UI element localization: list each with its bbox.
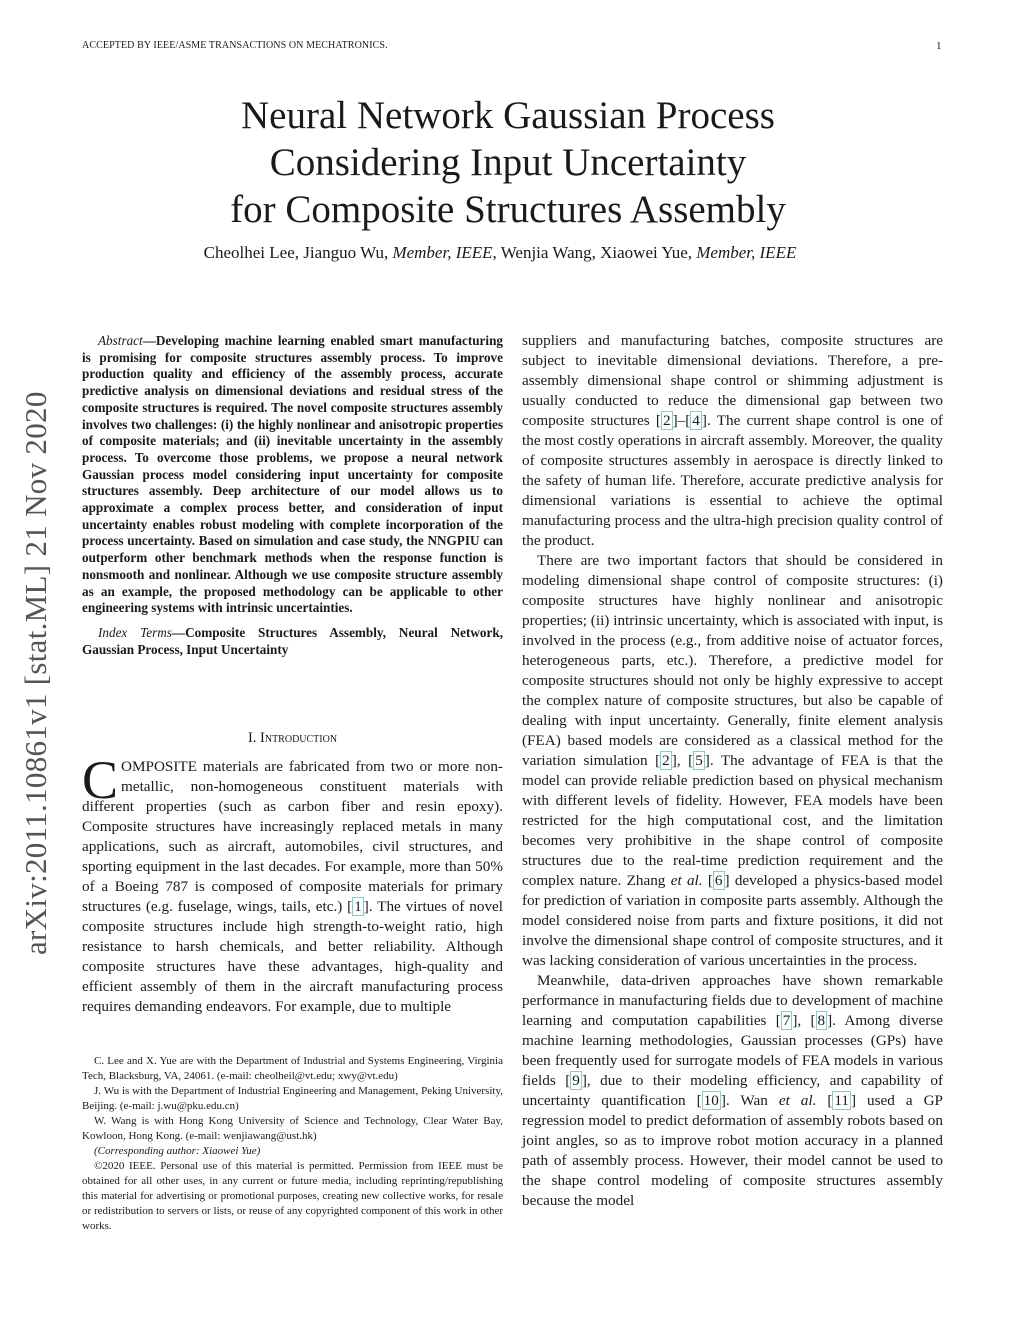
text-run: , Wenjia Wang, Xiaowei Yue, (492, 243, 697, 262)
text-run: [ (816, 1092, 833, 1109)
text-run: materials are fabricated from two or more non-metallic, non-homogeneous constituent materials with different properties (such as carbon fiber and resin epoxy). Composite structures have increasingly replaced metals in many applications, such as aircraft, automobiles, civil structures, and sporting equipment in the last decades. For example, more than 50% of a Boeing 787 is composed of composite materials for primary structures (e.g. fuselage, wings, tails, etc.) [ (82, 758, 503, 915)
footnote: W. Wang is with Hong Kong University of Science and Technology, Clear Water Bay, Kowloon, Hong Kong. (e-mail: wenjiawang@ust.hk) (82, 1115, 503, 1142)
citation-link[interactable]: 1 (354, 898, 362, 915)
footnote: (Corresponding author: Xiaowei Yue) (94, 1145, 261, 1157)
running-head: ACCEPTED BY IEEE/ASME TRANSACTIONS ON MECHATRONICS. (82, 40, 388, 51)
footnotes (82, 1054, 503, 1234)
text-run: Cheolhei Lee, Jianguo Wu, (203, 243, 393, 262)
title-line: for Composite Structures Assembly (230, 188, 786, 231)
abstract-text: —Developing machine learning enabled smart manufacturing is promising for composite structures assembly process. To improve production quality and efficiency of the assembly process, accurate predictive analysis on dimensional deviations and residual stress of the composite structures is required. The novel composite structures assembly involves two challenges: (i) the highly nonlinear and anisotropic properties of composite materials; and (ii) inevitable uncertainty in the assembly process. To overcome those problems, we propose a neural network Gaussian process model considering input uncertainty for composite structures assembly. Deep architecture of our model allows us to approximate a complex process better, and consideration of input uncertainty enables robust modeling with complete incorporation of the process uncertainty. Based on simulation and case study, the NNGPIU can outperform other benchmark methods when the response function is nonsmooth and nonlinear. Although we use composite structure assembly as an example, the proposed methodology can be applicable to other engineering systems with intrinsic uncertainties. (82, 333, 503, 616)
author-list (0, 243, 1000, 263)
body-paragraph (522, 971, 943, 1211)
body-paragraph (522, 331, 943, 551)
footnote: ©2020 IEEE. Personal use of this material is permitted. Permission from IEEE must be obtained for all other uses, in any current or future media, including reprinting/republishing this material for advertising or promotional purposes, creating new collective works, for resale or redistribution to servers or lists, or reuse of any copyrighted component of this work in other works. (82, 1160, 503, 1232)
text-run: ] used a GP regression model to predict deformation of assembly robots based on joint angles, so as to improve robot motion accuracy in a planned path of assembly process. However, their model cannot be used to the shape control modeling of composite structures assembly because the model (522, 1092, 943, 1209)
index-terms (82, 625, 503, 658)
citation-link[interactable]: 7 (782, 1012, 791, 1029)
paper-title (0, 92, 1024, 233)
intro-smallcaps: OMPOSITE (121, 758, 197, 775)
italic-text: Member, IEEE (392, 243, 493, 262)
abstract-label: Abstract (98, 333, 143, 348)
text-run: ], [ (671, 752, 694, 769)
intro-text (82, 750, 504, 1017)
text-run: ]. Wan (720, 1092, 779, 1109)
right-column (522, 331, 943, 1211)
citation-link[interactable]: 9 (572, 1072, 580, 1089)
intro-body (82, 750, 504, 1015)
text-run: suppliers and manufacturing batches, composite structures are subject to inevitable dimensional deviations. Therefore, a pre-assembly dimensional shape control or shimming adjustment is usually conducted to reduce the dimensional gap between two composite structures [ (522, 332, 943, 429)
citation-link[interactable]: 11 (834, 1092, 850, 1109)
citation-link[interactable]: 2 (662, 412, 671, 429)
citation-link[interactable]: 4 (692, 412, 700, 429)
citation-link[interactable]: 10 (703, 1092, 719, 1109)
citation-link[interactable]: 5 (695, 752, 703, 769)
intro-paragraph (82, 750, 504, 1017)
text-run: Meanwhile, data-driven approaches have shown remarkable performance in manufacturing fields due to development of machine learning and computation capabilities [ (522, 972, 943, 1029)
italic-text: et al. (670, 872, 703, 889)
drop-cap: C (82, 750, 119, 810)
text-run: ]–[ (672, 412, 691, 429)
abstract-paragraph (82, 333, 503, 617)
citation-link[interactable]: 6 (714, 872, 723, 889)
text-run: ]. The current shape control is one of the most costly operations in aircraft assembly. Moreover, the quality of composite structures assembly in aerospace is directly linked to the safety of human life. Therefore, accurate predictive analysis for dimensional variations is essential to achieve the optimal manufacturing process and the ultra-high precision quality control of the product. (522, 412, 943, 549)
citation-link[interactable]: 2 (662, 752, 670, 769)
section-heading: I. Introduction (247, 730, 338, 746)
text-run: ], [ (792, 1012, 816, 1029)
text-run: [ (702, 872, 713, 889)
text-run: ] developed a physics-based model for prediction of variation in composite parts assembly. Although the model considered noise from parts and fixture positions, it did not involve the dimensional shape control of composite structures, and it was lacking consideration of various uncertainties in the process. (522, 872, 944, 969)
text-run: There are two important factors that should be considered in modeling dimensional shape control of composite structures: (i) composite structures have highly nonlinear and anisotropic properties; (ii) intrinsic uncertainty, which is associated with input, is involved in the process (e.g., from additive noise of actuator forces, heterogeneous parts, etc.). Therefore, a predictive model for composite structures should not only be highly expressive to accept the complex nature of composite structures, but also be capable of dealing with input uncertainty. Generally, finite element analysis (FEA) based models are considered as a classical method for the variation simulation [ (522, 552, 943, 769)
text-run: ]. Among diverse machine learning methodologies, Gaussian processes (GPs) have been frequently used for surrogate models of FEA models in various fields [ (522, 1012, 944, 1089)
index-terms-label: Index Terms (98, 624, 172, 640)
title-line: Neural Network Gaussian Process (241, 94, 775, 137)
italic-text: et al. (778, 1092, 817, 1109)
footnote: C. Lee and X. Yue are with the Department of Industrial and Systems Engineering, Virginia Tech, Blacksburg, VA, 24061. (e-mail: cheolheil@vt.edu; xwy@vt.edu) (82, 1055, 503, 1082)
title-line: Considering Input Uncertainty (269, 141, 747, 184)
text-run: ]. The advantage of FEA is that the model can provide reliable prediction based on physical mechanism with different levels of fidelity. However, FEA models have been restricted for the high computational cost, and the limitation becomes very prohibitive in the shape control of composite structures due to the real-time prediction requirement and the complex nature. Zhang (522, 752, 943, 889)
text-run: ]. The virtues of novel composite structures include high strength-to-weight ratio, high resistance to harsh chemicals, and better reliability. Although composite structures have these advantages, high-quality and efficient assembly of them in the aircraft manufacturing process requires demanding endeavors. For example, due to multiple (82, 898, 504, 1015)
italic-text: Member, IEEE (696, 243, 797, 262)
index-terms-text: —Composite Structures Assembly, Neural Network, Gaussian Process, Input Uncertainty (82, 624, 503, 657)
page-number: 1 (936, 40, 942, 52)
citation-link[interactable]: 8 (817, 1012, 826, 1029)
footnote: J. Wu is with the Department of Industrial Engineering and Management, Peking University, Beijing. (e-mail: j.wu@pku.edu.cn) (82, 1085, 503, 1112)
arxiv-stamp[interactable]: arXiv:2011.10861v1 [stat.ML] 21 Nov 2020 (18, 391, 53, 955)
body-paragraph (522, 551, 943, 971)
text-run: ], due to their modeling efficiency, and capability of uncertainty quantification [ (522, 1072, 943, 1109)
abstract (82, 333, 503, 658)
